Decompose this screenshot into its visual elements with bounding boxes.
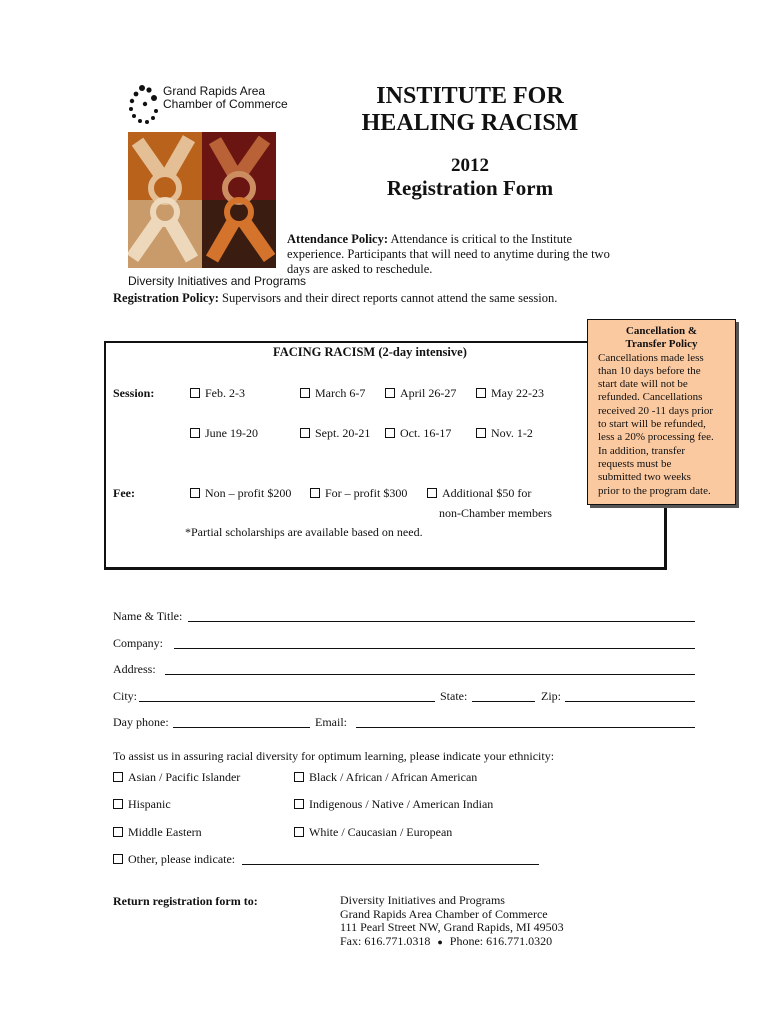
cancellation-title-1: Cancellation & <box>625 325 698 337</box>
day-phone-field[interactable] <box>173 727 310 728</box>
year: 2012 <box>451 155 489 176</box>
checkbox[interactable] <box>190 428 200 438</box>
session-option-nov[interactable]: Nov. 1-2 <box>476 426 533 441</box>
cancellation-title-2: Transfer Policy <box>625 338 698 351</box>
logo-caption: Diversity Initiatives and Programs <box>128 274 307 288</box>
cancellation-line-3: start date will not be <box>598 378 688 391</box>
cancellation-line-4: refunded. Cancellations <box>598 391 703 404</box>
return-contact-line <box>340 935 564 950</box>
checkbox[interactable] <box>190 388 200 398</box>
state-field[interactable] <box>472 701 535 702</box>
fax-number: Fax: 616.771.0318 <box>340 933 431 948</box>
attendance-policy-label: Attendance Policy: <box>287 232 389 246</box>
checkbox[interactable] <box>385 388 395 398</box>
fee-option-forprofit[interactable]: For – profit $300 <box>310 486 407 501</box>
checkbox[interactable] <box>476 428 486 438</box>
session-option-feb[interactable]: Feb. 2-3 <box>190 386 245 401</box>
email-label: Email: <box>315 715 347 729</box>
session-label: Session: <box>113 386 155 400</box>
checkbox[interactable] <box>294 827 304 837</box>
dots-logo-icon <box>128 84 168 126</box>
zip-field[interactable] <box>565 701 695 702</box>
session-option-oct[interactable]: Oct. 16-17 <box>385 426 451 441</box>
checkbox[interactable] <box>294 799 304 809</box>
checkbox[interactable] <box>310 488 320 498</box>
checkbox[interactable] <box>190 488 200 498</box>
cancellation-line-8: In addition, transfer <box>598 444 686 457</box>
attendance-text-2: experience. Participants that will need to anytime during the two <box>287 247 610 261</box>
attendance-text-3: days are asked to reschedule. <box>287 262 433 276</box>
checkbox[interactable] <box>113 772 123 782</box>
checkbox[interactable] <box>113 854 123 864</box>
ethnicity-option-hispanic[interactable]: Hispanic <box>113 797 171 812</box>
ethnicity-option-asian[interactable]: Asian / Pacific Islander <box>113 770 240 785</box>
cancellation-line-6: to start will be refunded, <box>598 418 706 431</box>
day-phone-label: Day phone: <box>113 715 169 729</box>
cancellation-line-2: than 10 days before the <box>598 364 701 377</box>
session-option-april[interactable]: April 26-27 <box>385 386 456 401</box>
cancellation-line-11: prior to the program date. <box>598 484 711 497</box>
checkbox[interactable] <box>113 799 123 809</box>
name-title-field[interactable] <box>188 621 695 622</box>
address-field[interactable] <box>165 674 695 675</box>
return-label: Return registration form to: <box>113 894 258 908</box>
checkbox[interactable] <box>385 428 395 438</box>
return-line-3: 111 Pearl Street NW, Grand Rapids, MI 49503 <box>340 920 564 934</box>
registration-policy-label: Registration Policy: <box>113 291 219 305</box>
checkbox[interactable] <box>300 428 310 438</box>
ethnicity-option-indigenous[interactable]: Indigenous / Native / American Indian <box>294 797 493 812</box>
phone-number: Phone: 616.771.0320 <box>449 933 553 948</box>
registration-policy-text: Supervisors and their direct reports cannot attend the same session. <box>218 291 558 305</box>
healing-hands-mosaic-icon <box>128 132 276 268</box>
session-box-heading: FACING RACISM (2-day intensive) <box>273 345 467 359</box>
company-label: Company: <box>113 636 163 650</box>
zip-label: Zip: <box>541 689 561 703</box>
org-name-line1: Grand Rapids Area <box>163 84 266 98</box>
company-field[interactable] <box>174 648 695 649</box>
cancellation-line-5: received 20 -11 days prior <box>598 404 714 417</box>
return-address <box>340 894 564 949</box>
return-line-2: Grand Rapids Area Chamber of Commerce <box>340 906 548 921</box>
ethnicity-option-middle-eastern[interactable]: Middle Eastern <box>113 825 202 840</box>
fee-note: non-Chamber members <box>439 506 552 520</box>
ethnicity-option-white[interactable]: White / Caucasian / European <box>294 825 452 840</box>
fee-option-additional[interactable]: Additional $50 for <box>427 486 531 501</box>
checkbox[interactable] <box>300 388 310 398</box>
form-subtitle: Registration Form <box>386 176 554 200</box>
chamber-logo <box>128 84 307 294</box>
org-name-line2: Chamber of Commerce <box>163 97 288 111</box>
cancellation-line-9: requests must be <box>598 457 672 470</box>
checkbox[interactable] <box>294 772 304 782</box>
attendance-policy <box>287 232 687 277</box>
fee-option-nonprofit[interactable]: Non – profit $200 <box>190 486 291 501</box>
checkbox[interactable] <box>427 488 437 498</box>
cancellation-policy-box <box>587 319 736 505</box>
registration-policy <box>113 291 673 306</box>
cancellation-line-7: less a 20% processing fee. <box>598 431 714 444</box>
session-option-may[interactable]: May 22-23 <box>476 386 544 401</box>
attendance-text-1: Attendance is critical to the Institute <box>388 232 573 246</box>
title-line1: INSTITUTE FOR <box>376 83 564 109</box>
scholarship-note: *Partial scholarships are available based on need. <box>185 525 423 539</box>
session-option-march[interactable]: March 6-7 <box>300 386 365 401</box>
checkbox[interactable] <box>476 388 486 398</box>
cancellation-line-1: Cancellations made less <box>598 351 704 364</box>
ethnicity-option-black[interactable]: Black / African / African American <box>294 770 477 785</box>
return-line-1: Diversity Initiatives and Programs <box>340 893 505 907</box>
ethnicity-other-field[interactable] <box>242 864 539 865</box>
bullet-icon: ● <box>437 936 443 947</box>
session-option-sept[interactable]: Sept. 20-21 <box>300 426 370 441</box>
fee-label: Fee: <box>113 486 135 500</box>
cancellation-line-10: submitted two weeks <box>598 471 691 484</box>
email-field[interactable] <box>356 727 695 728</box>
ethnicity-option-other[interactable]: Other, please indicate: <box>113 852 235 867</box>
checkbox[interactable] <box>113 827 123 837</box>
session-option-june[interactable]: June 19-20 <box>190 426 258 441</box>
address-label: Address: <box>113 662 156 676</box>
name-title-label: Name & Title: <box>113 609 183 623</box>
title-line2: HEALING RACISM <box>361 110 579 136</box>
city-label: City: <box>113 689 138 703</box>
ethnicity-prompt: To assist us in assuring racial diversity for optimum learning, please indicate your ethnicity: <box>113 749 555 763</box>
city-field[interactable] <box>139 701 435 702</box>
state-label: State: <box>440 689 468 703</box>
